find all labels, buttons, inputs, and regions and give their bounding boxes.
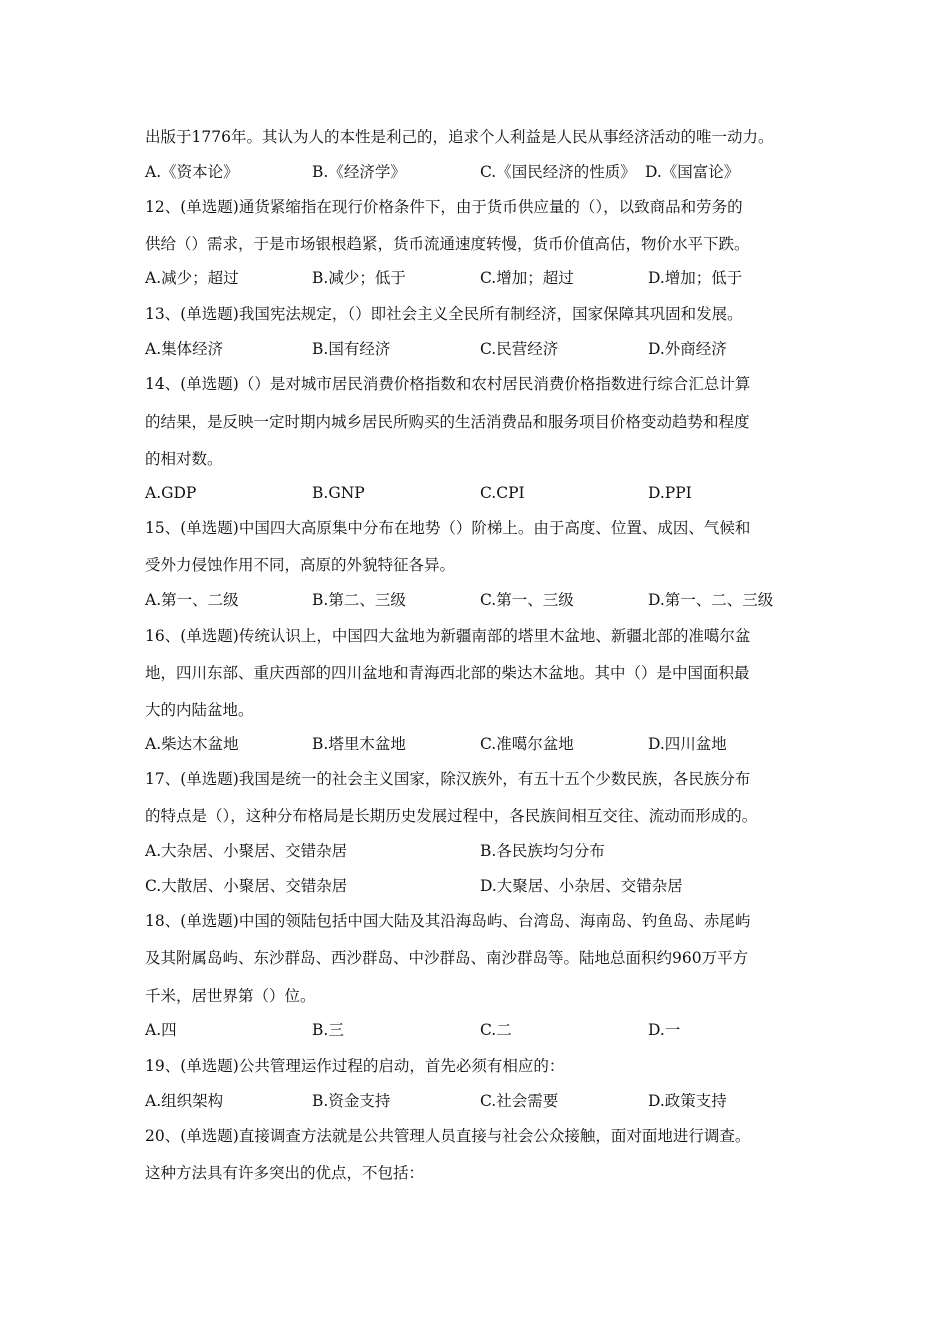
option-c: C.大散居、小聚居、交错杂居 [145,877,348,895]
question-14-line-3: 的相对数。 [145,450,223,468]
question-16-line-3: 大的内陆盆地。 [145,701,254,719]
option-a: A.减少；超过 [145,269,239,287]
option-b: B.各民族均匀分布 [480,842,605,860]
option-d: D.增加；低于 [648,269,743,287]
question-16-line-1: 16、(单选题)传统认识上，中国四大盆地为新疆南部的塔里木盆地、新疆北部的准噶尔盆 [145,627,751,645]
option-a: A.GDP [145,484,197,502]
question-20-line-1: 20、(单选题)直接调查方法就是公共管理人员直接与社会公众接触，面对面地进行调查。 [145,1127,751,1145]
option-a: A.四 [145,1021,177,1039]
option-b: B.减少；低于 [312,269,406,287]
option-c: C.《国民经济的性质》 [480,163,636,181]
option-a: A.《资本论》 [145,163,239,181]
option-d: D.PPI [648,484,692,502]
option-d: D.一 [648,1021,681,1039]
option-d: D.大聚居、小杂居、交错杂居 [480,877,683,895]
question-19-line-1: 19、(单选题)公共管理运作过程的启动，首先必须有相应的： [145,1057,565,1075]
option-d: D.四川盆地 [648,735,727,753]
question-13-line-1: 13、(单选题)我国宪法规定，（）即社会主义全民所有制经济，国家保障其巩固和发展。 [145,305,743,323]
option-b: B.《经济学》 [312,163,406,181]
question-12-line-2: 供给（）需求，于是市场银根趋紧，货币流通速度转慢，货币价值高估，物价水平下跌。 [145,235,750,253]
question-12-line-1: 12、(单选题)通货紧缩指在现行价格条件下，由于货币供应量的（），以致商品和劳务的 [145,198,743,216]
option-b: B.第二、三级 [312,591,406,609]
option-d: D.政策支持 [648,1092,727,1110]
option-c: C.民营经济 [480,340,559,358]
question-17-line-1: 17、(单选题)我国是统一的社会主义国家，除汉族外，有五十五个少数民族，各民族分布 [145,770,751,788]
option-b: B.塔里木盆地 [312,735,406,753]
option-b: B.国有经济 [312,340,391,358]
question-20-line-2: 这种方法具有许多突出的优点，不包括： [145,1164,425,1182]
option-b: B.资金支持 [312,1092,391,1110]
option-d: D.第一、二、三级 [648,591,774,609]
option-a: A.组织架构 [145,1092,224,1110]
option-c: C.二 [480,1021,512,1039]
question-text-line: 出版于1776年。其认为人的本性是利己的，追求个人利益是人民从事经济活动的唯一动力。 [145,128,774,146]
question-14-line-2: 的结果，是反映一定时期内城乡居民所购买的生活消费品和服务项目价格变动趋势和程度 [145,413,750,431]
option-a: A.大杂居、小聚居、交错杂居 [145,842,348,860]
question-18-line-3: 千米，居世界第（）位。 [145,987,316,1005]
question-18-line-2: 及其附属岛屿、东沙群岛、西沙群岛、中沙群岛、南沙群岛等。陆地总面积约960万平方 [145,949,749,967]
option-a: A.第一、二级 [145,591,239,609]
option-c: C.准噶尔盆地 [480,735,574,753]
question-16-line-2: 地，四川东部、重庆西部的四川盆地和青海西北部的柴达木盆地。其中（）是中国面积最 [145,664,750,682]
question-15-line-1: 15、(单选题)中国四大高原集中分布在地势（）阶梯上。由于高度、位置、成因、气候和 [145,519,751,537]
question-17-line-2: 的特点是（），这种分布格局是长期历史发展过程中，各民族间相互交往、流动而形成的。 [145,807,758,825]
option-a: A.柴达木盆地 [145,735,239,753]
option-c: C.第一、三级 [480,591,574,609]
option-b: B.GNP [312,484,365,502]
question-15-line-2: 受外力侵蚀作用不同，高原的外貌特征各异。 [145,556,456,574]
option-c: C.社会需要 [480,1092,559,1110]
option-a: A.集体经济 [145,340,224,358]
option-d: D.外商经济 [648,340,727,358]
option-b: B.三 [312,1021,344,1039]
option-d: D.《国富论》 [645,163,740,181]
question-18-line-1: 18、(单选题)中国的领陆包括中国大陆及其沿海岛屿、台湾岛、海南岛、钓鱼岛、赤尾屿 [145,912,751,930]
option-c: C.CPI [480,484,525,502]
option-c: C.增加；超过 [480,269,574,287]
question-14-line-1: 14、(单选题)（）是对城市居民消费价格指数和农村居民消费价格指数进行综合汇总计算 [145,375,751,393]
